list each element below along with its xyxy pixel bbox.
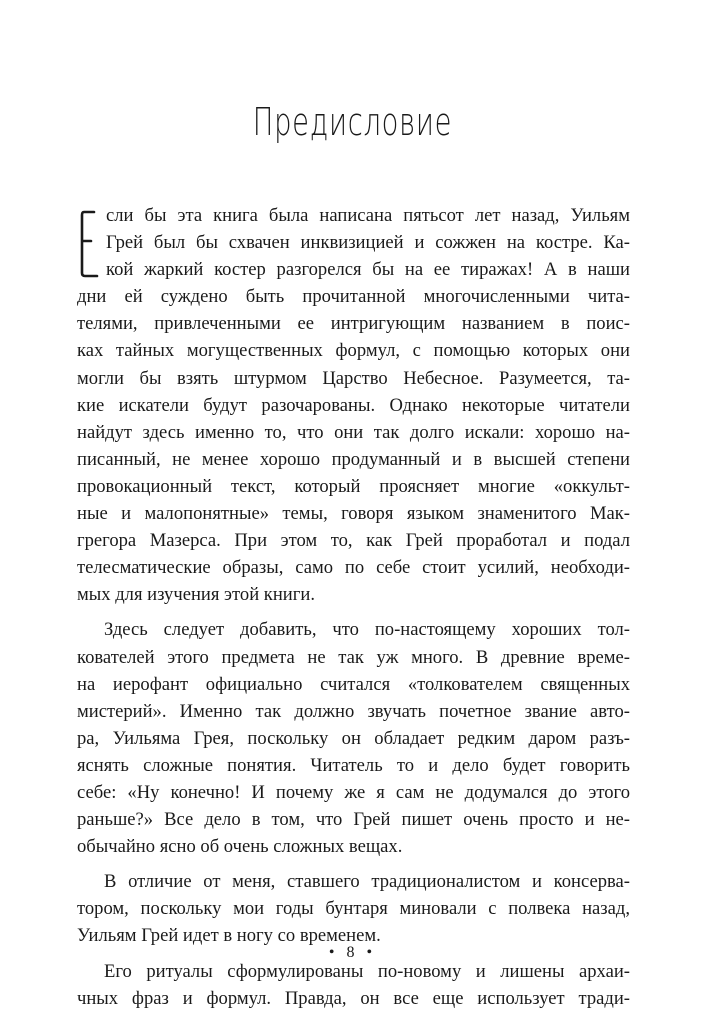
text-line: грегора Мазерса. При этом то, как Грей проработал и подал bbox=[77, 530, 630, 552]
text-line: сли бы эта книга была написана пятьсот лет назад, Уильям bbox=[106, 205, 630, 226]
text-line: Его ритуалы сформулированы по-новому и лишены архаи- bbox=[104, 960, 630, 982]
page-number bbox=[0, 944, 705, 962]
text-line: Здесь следует добавить, что по-настоящему хороших тол- bbox=[104, 619, 630, 641]
text-line: телесматические образы, само по себе стоит усилий, необходи- bbox=[77, 557, 630, 579]
text-line: В отличие от меня, ставшего традиционалистом и консерва- bbox=[104, 871, 630, 893]
body-text bbox=[77, 202, 630, 1012]
text-line: Уильям Грей идет в ногу со временем. bbox=[77, 925, 381, 947]
text-line: ках тайных могущественных формул, с помощью которых они bbox=[77, 340, 630, 362]
text-line: кой жаркий костер разгорелся бы на ее тиражах! А в наши bbox=[106, 259, 630, 281]
text-line: дни ей суждено быть прочитанной многочисленными чита- bbox=[77, 286, 630, 308]
text-line: писанный, не менее хорошо продуманный и в высшей степени bbox=[77, 448, 630, 470]
text-line: провокационный текст, который проясняет многие «оккульт- bbox=[77, 475, 630, 497]
text-line: мых для изучения этой книги. bbox=[77, 584, 315, 606]
text-line: ра, Уильяма Грея, поскольку он обладает редким даром разъ- bbox=[77, 727, 630, 749]
text-line: кователей этого предмета не так уж много. В древние време- bbox=[77, 646, 630, 668]
text-line: чных фраз и формул. Правда, он все еще использует тради- bbox=[77, 987, 630, 1009]
text-line: ные и малопонятные» темы, говоря языком знаменитого Мак- bbox=[77, 503, 630, 525]
page-title: Предисловие bbox=[252, 100, 453, 144]
text-line: мистерий». Именно так должно звучать почетное звание авто- bbox=[77, 700, 630, 722]
text-line: найдут здесь именно то, что они так долго искали: хорошо на- bbox=[77, 421, 630, 443]
text-line: себе: «Ну конечно! И почему же я сам не додумался до этого bbox=[77, 781, 630, 803]
folio-ornament-right: • bbox=[366, 944, 377, 961]
text-line: Грей был бы схвачен инквизицией и сожжен на костре. Ка- bbox=[106, 232, 630, 254]
text-line: раньше?» Все дело в том, что Грей пишет очень просто и не- bbox=[77, 809, 630, 831]
text-line: телями, привлеченными ее интригующим названием в поис- bbox=[77, 313, 630, 335]
page-number-value: 8 bbox=[346, 944, 359, 961]
text-line: обычайно ясно об очень сложных вещах. bbox=[77, 836, 403, 858]
text-line: яснять сложные понятия. Читатель то и дело будет говорить bbox=[77, 754, 630, 776]
text-line: на иерофант официально считался «толкователем священных bbox=[77, 673, 630, 695]
text-line: тором, поскольку мои годы бунтаря миновали с полвека назад, bbox=[77, 898, 630, 920]
text-line: могли бы взять штурмом Царство Небесное. Разумеется, та- bbox=[77, 367, 630, 389]
text-line: кие искатели будут разочарованы. Однако некоторые читатели bbox=[77, 394, 630, 416]
folio-ornament-left: • bbox=[328, 944, 339, 961]
